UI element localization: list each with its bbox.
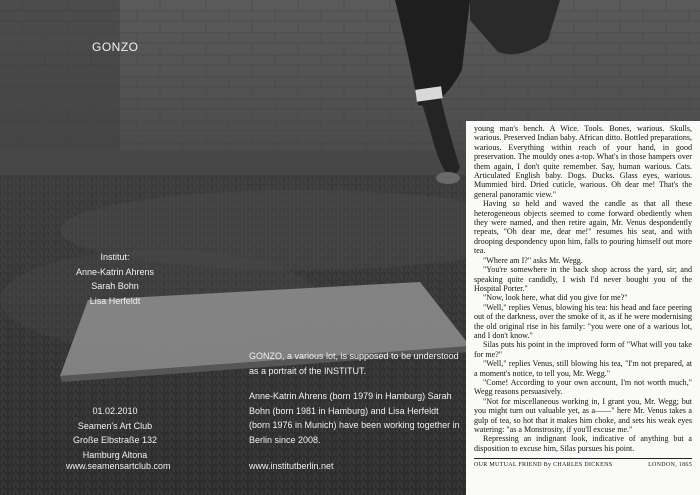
event-street: Große Elbstraße 132 <box>72 435 158 445</box>
about-text <box>249 349 461 458</box>
institut-block <box>60 250 170 308</box>
book-paragraph: "Now, look here, what did you give for me?" <box>483 293 628 303</box>
book-footer <box>474 462 692 468</box>
poster-title: GONZO <box>92 40 139 54</box>
member-name: Sarah Bohn <box>91 281 139 291</box>
member-name: Lisa Herfeldt <box>89 295 141 306</box>
book-footer-place: LONDON, 1865 <box>648 462 692 469</box>
venue-url[interactable]: www.seamensartclub.com <box>66 461 171 471</box>
book-paragraph: "Well," replies Venus, blowing his tea: his head and face peering out of the darkness, over the smoke of it, as if he were modernising the old original rise in his family: "you were one of a warious lot, and I don't know." <box>474 302 692 340</box>
about-paragraph: Anne-Katrin Ahrens (born 1979 in Hamburg) Sarah Bohn (born 1981 in Hamburg) and Lisa Herfeldt (born 1976 in Munich) have been working together in Berlin since 2008. <box>249 391 460 445</box>
book-paragraph: Silas puts his point in the improved form of "What will you take for me?" <box>474 340 692 359</box>
book-paragraph: young man's bench. A Wice. Tools. Bones, warious. Skulls, warious. Preserved Indian baby. African ditto. Bottled preparations, warious. Everything within reach of your hand, in good preservation. The mouldy ones a-top. What's in those hampers over them again, I don't quite remember. Say, human warious. Cats. Articulated English baby. Dogs. Ducks. Glass eyes, warious. Mummied bird. Dried cuticle, warious. Oh dear me! That's the general panoramic view." <box>474 124 692 199</box>
event-venue: Seamen's Art Club <box>77 420 153 431</box>
about-paragraph: GONZO, a various lot, is supposed to be understood as a portrait of the INSTITUT. <box>249 351 459 376</box>
footer-rule <box>474 458 692 459</box>
institut-label: Institut: <box>100 252 130 262</box>
book-paragraph: "Where am I?" asks Mr. Wegg. <box>483 255 583 265</box>
book-paragraph: Repressing an indignant look, indicative of anything but a disposition to excuse him, Silas pursues his point. <box>474 434 692 453</box>
book-paragraph: "Well," replies Venus, still blowing his tea, "I'm not prepared, at a moment's notice, to tell you, Mr. Wegg." <box>474 359 692 378</box>
event-date: 01.02.2010 <box>92 406 138 416</box>
book-text <box>474 124 692 453</box>
book-paragraph: "You're somewhere in the back shop across the yard, sir; and speaking quite candidly, I wish I'd never bought you of the Hospital Porter." <box>474 265 692 293</box>
book-paragraph: Having so held and waved the candle as that all these heterogeneous objects seemed to come forward obediently when they were named, and then retire again, Mr. Venus despondently repeats, "Oh dear me, dear me!" resumes his seat, and with drooping despondency upon him, falls to pouring himself out more tea. <box>474 199 692 256</box>
event-city: Hamburg Altona <box>82 449 148 460</box>
book-footer-title: OUR MUTUAL FRIEND By CHARLES DICKENS <box>474 462 613 469</box>
book-paragraph: "Come! According to your own account, I'm not worth much," Wegg reasons persuasively. <box>474 377 692 397</box>
book-page-excerpt <box>466 121 700 495</box>
event-details <box>60 404 170 462</box>
member-name: Anne-Katrin Ahrens <box>75 266 155 277</box>
institut-url[interactable]: www.institutberlin.net <box>249 461 334 471</box>
book-paragraph: "Not for miscellaneous working in, I grant you, Mr. Wegg; but you might turn out valuable yet, as a——" here Mr. Venus takes a gulp of tea, so hot that it makes him choke, and sets his weak eyes watering: "as a Monstrosity, if you'll excuse me." <box>474 396 692 434</box>
